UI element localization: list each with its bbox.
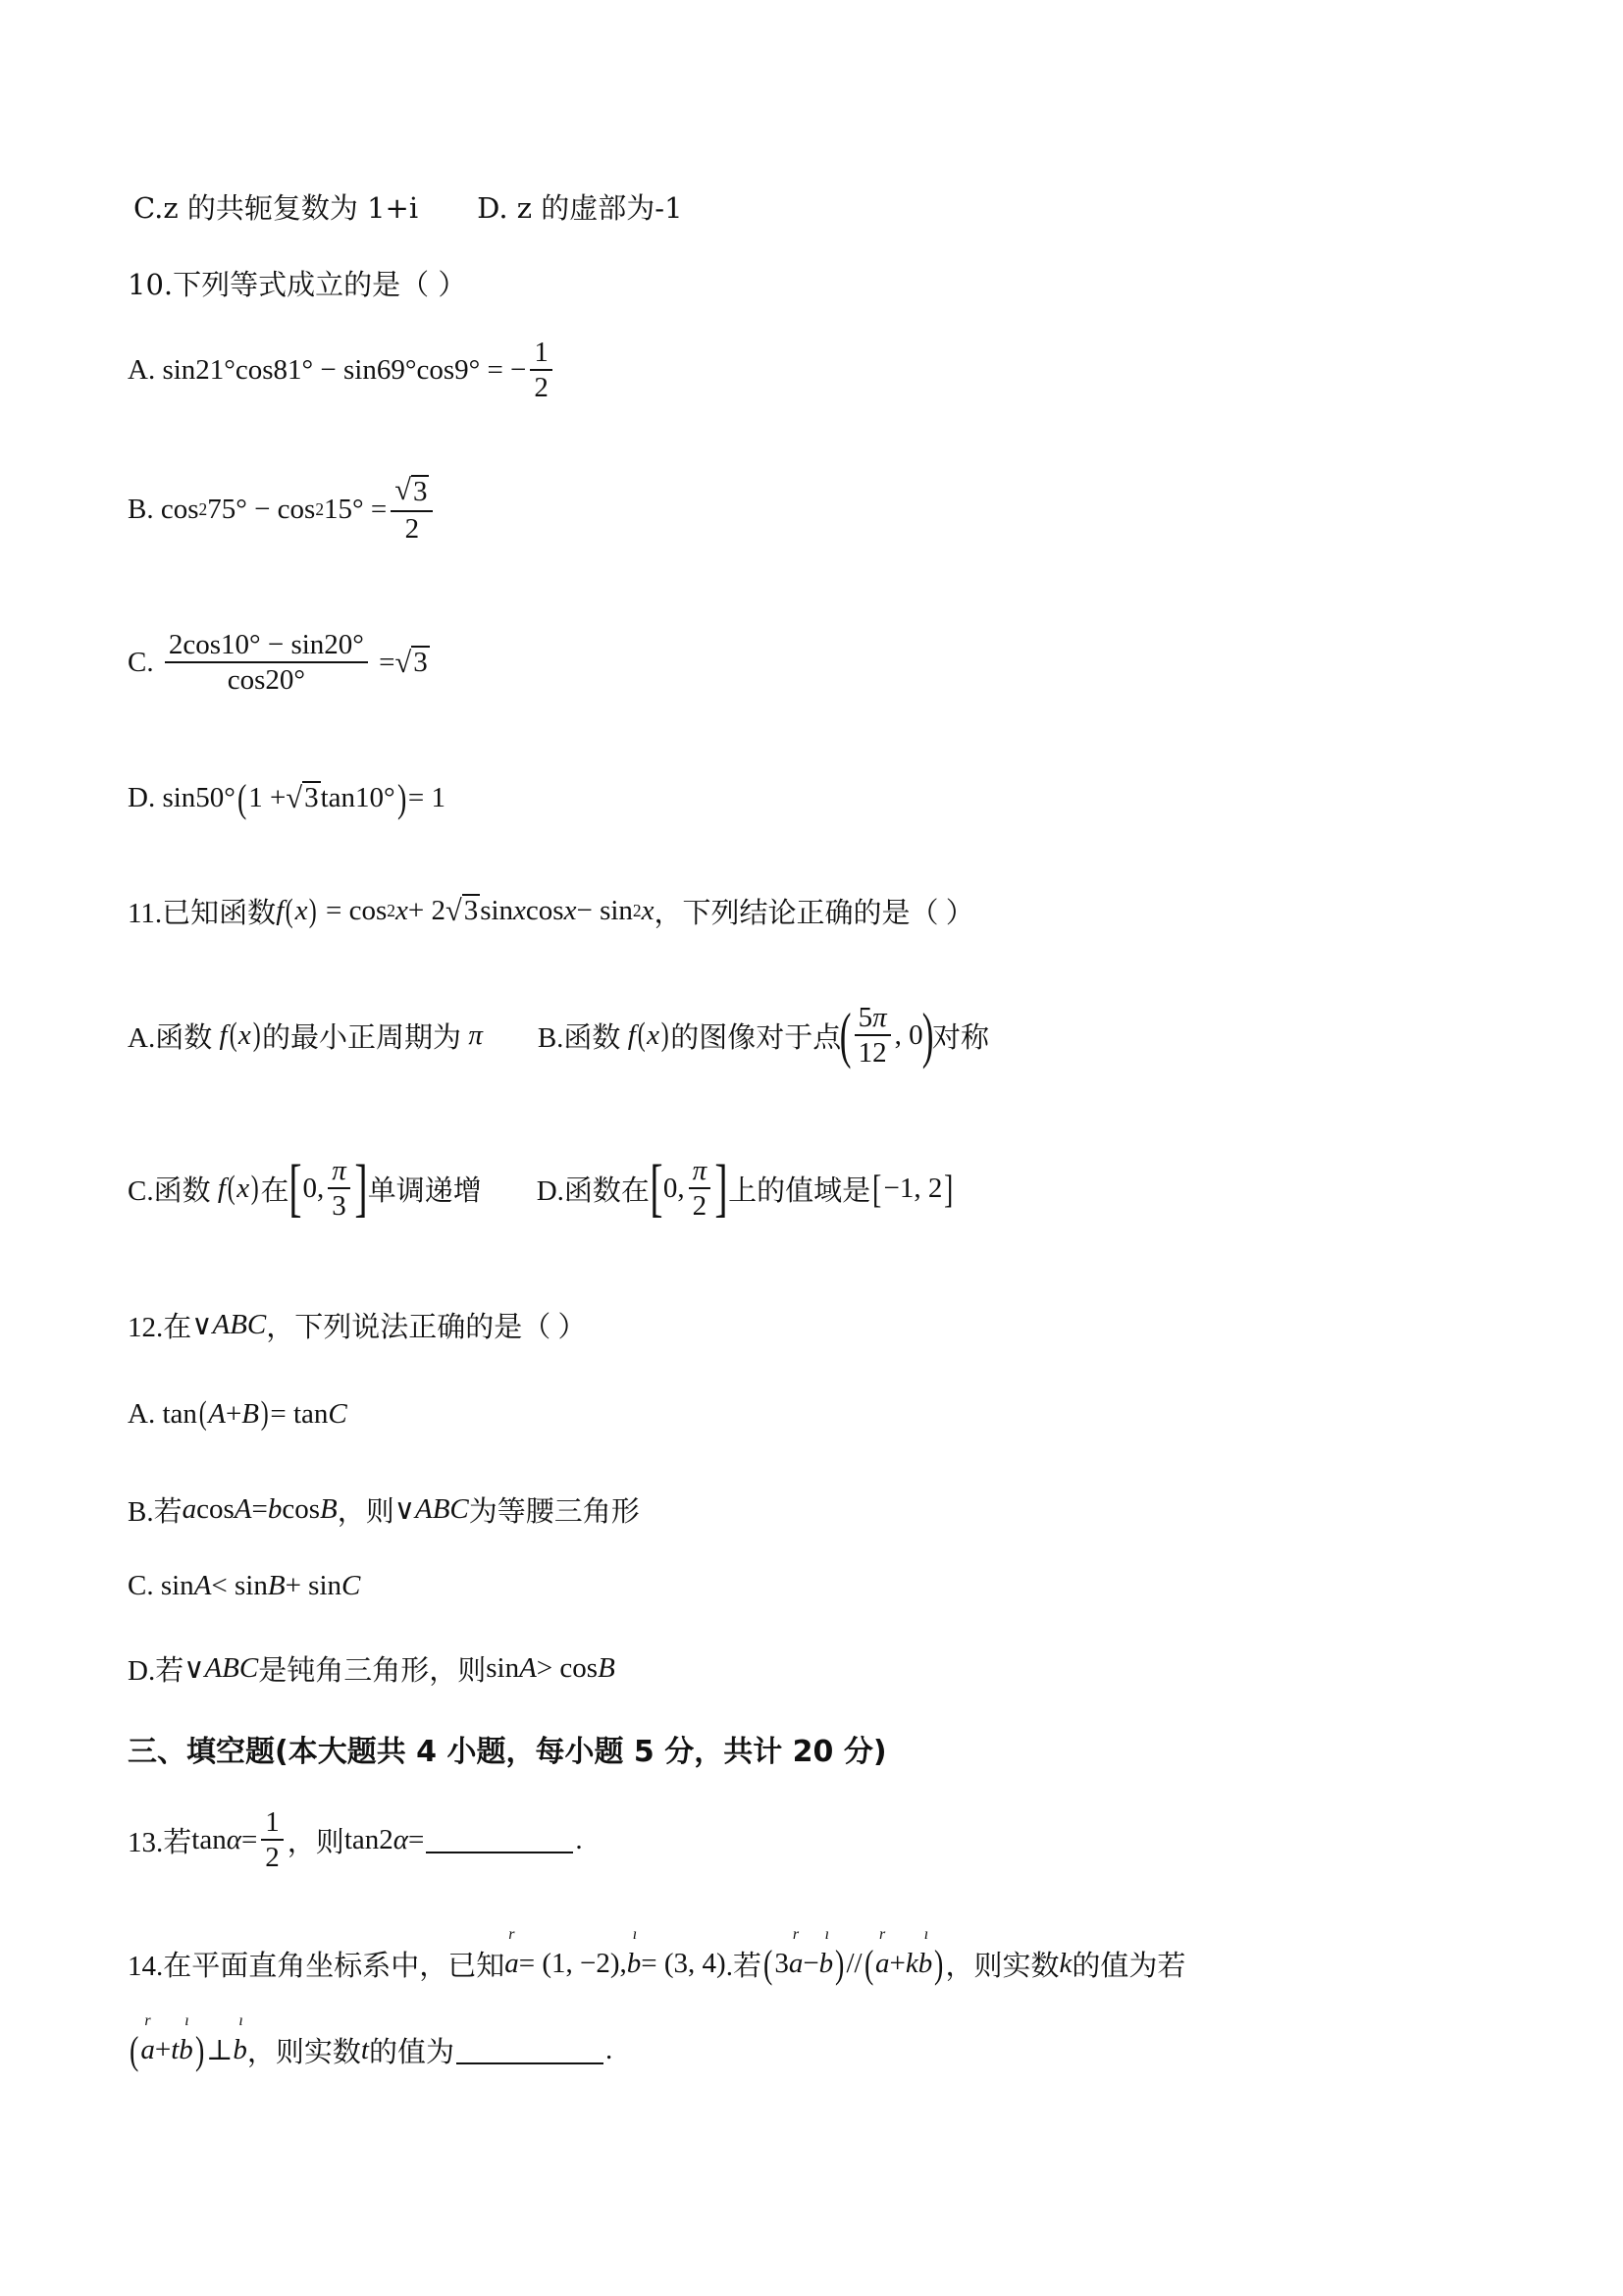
q11-stem: 11.已知函数 f ( x ) = cos 2 x + 2 √ 3 sin x cos x − sin 2 x ，下列结论正确的是（ ） — [128, 892, 974, 929]
q9-options-line — [133, 186, 683, 227]
q11-options-ab: A.函数 f ( x ) 的最小正周期为 π B.函数 f ( x ) 的图像对于点 ( $\frac{5\pi}{12}$ , 0 ) 对称 — [128, 1000, 989, 1070]
fraction: $\frac{\pi}{2}$ — [689, 1156, 711, 1222]
fraction: $\frac{\pi}{3}$ — [328, 1156, 350, 1222]
q9-option-c: C.z 的共轭复数为 1+i — [133, 191, 419, 225]
fraction: $\frac{5\pi}{12}$ — [855, 1003, 891, 1069]
q12-stem: 12.在 ∨ ABC ，下列说法正确的是（ ） — [128, 1309, 587, 1343]
q11-options-cd: C.函数 f ( x ) 在 [ 0, $\frac{\pi}{3}$ ] 单调递增 D.函数在 [ 0, $\frac{\pi}{2}$ ] 上的值域是 [ −1, 2 ] — [128, 1152, 954, 1225]
q10-option-a: A. sin21°cos81° − sin69°cos9° = − $\frac{1}{2}$ — [128, 338, 556, 403]
fraction: $\frac{2\cos 10^\circ - \sin 20^\circ}{\cos 20^\circ}$ — [165, 630, 368, 696]
q10-option-b: B. cos 2 75° − cos 2 15° = √ 3 2 — [128, 475, 437, 544]
q12-option-b: B.若 a cos A = b cos B ，则 ∨ ABC 为等腰三角形 — [128, 1493, 640, 1528]
q12-option-a: A. tan ( A + B ) = tan C — [128, 1395, 347, 1432]
q10-option-d: D. sin50° ( 1 + √ 3 tan10° ) = 1 — [128, 776, 446, 820]
answer-blank[interactable] — [456, 2037, 603, 2064]
q13: 13.若 tan α = $\frac{1}{2}$ ，则 tan2 α = . — [128, 1806, 583, 1874]
q12-option-d: D.若 ∨ ABC 是钝角三角形，则 sin A > cos B — [128, 1652, 615, 1687]
answer-blank[interactable] — [426, 1826, 573, 1853]
q10-stem: 10.下列等式成立的是（ ） — [128, 268, 467, 301]
q14-line1: 14.在平面直角坐标系中，已知 r a = (1, −2), ı b = (3, 4) .若 ( 3 r a − ı b ) // ( r a + k ı b ) ，则实数 k 的值为若 — [128, 1941, 1185, 1987]
q12-option-c: C. sin A < sin B + sin C — [128, 1570, 361, 1601]
q9-option-d: D. z 的虚部为-1 — [477, 191, 683, 225]
fraction: √ 3 2 — [391, 475, 433, 544]
fraction: $\frac{1}{2}$ — [530, 338, 552, 403]
q10-option-c: C. $\frac{2\cos 10^\circ - \sin 20^\circ}{\cos 20^\circ}$ = √ 3 — [128, 629, 428, 697]
fraction: $\frac{1}{2}$ — [261, 1807, 284, 1873]
section-heading: 三、填空题(本大题共 4 小题，每小题 5 分，共计 20 分) — [128, 1735, 887, 1769]
q14-line2: ( r a + t ı b ) ⊥ ı b ，则实数 t 的值为 . — [128, 2027, 612, 2073]
